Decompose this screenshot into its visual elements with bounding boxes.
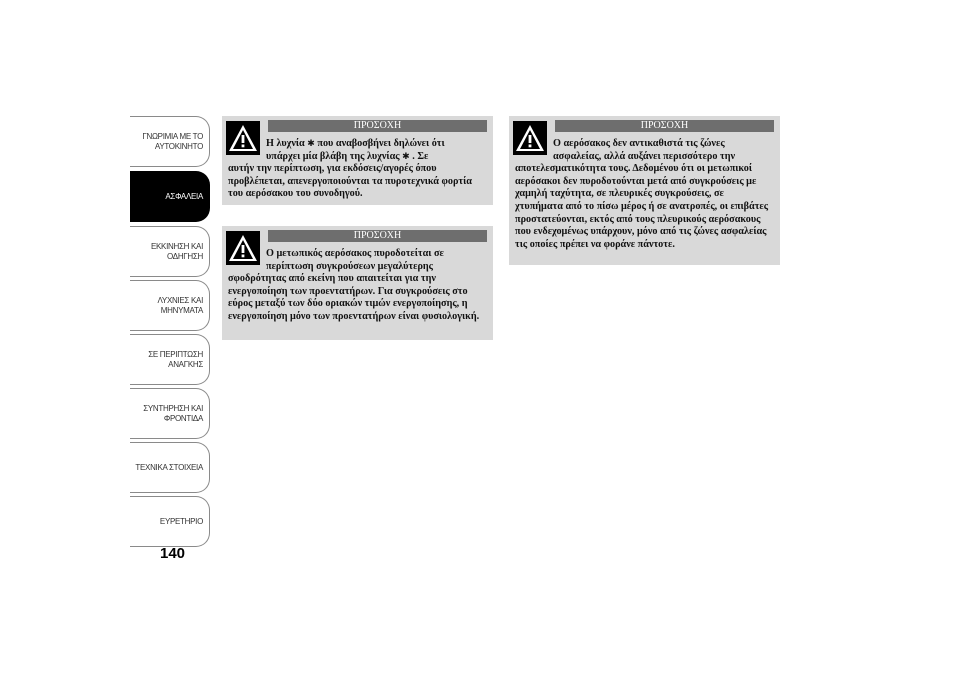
tab-label: ΣΥΝΤΗΡΗΣΗ ΚΑΙ bbox=[143, 403, 203, 413]
warning-triangle-icon bbox=[226, 231, 260, 265]
warning-box-seat-belts bbox=[509, 116, 780, 265]
tab-label: ΕΚΚΙΝΗΣΗ ΚΑΙ bbox=[150, 241, 203, 251]
warning-second-line bbox=[228, 151, 487, 164]
tab-label: ΤΕΧΝΙΚΑ ΣΤΟΙΧΕΙΑ bbox=[135, 462, 203, 472]
warning-text bbox=[228, 138, 487, 201]
warning-header: ΠΡΟΣΟΧΗ bbox=[268, 230, 487, 242]
airbag-warning-light-icon: ✱ bbox=[402, 151, 410, 162]
warning-box-airbag-light bbox=[222, 116, 493, 205]
warning-text bbox=[515, 138, 774, 251]
tab-label: ΛΥΧΝΙΕΣ ΚΑΙ bbox=[157, 295, 203, 305]
warning-first-line: Ο αερόσακος δεν αντικαθιστά τις ζώνες bbox=[553, 138, 725, 149]
warning-second-line: περίπτωση συγκρούσεων μεγαλύτερης bbox=[266, 260, 433, 272]
warning-body: αυτήν την περίπτωση, για εκδόσεις/αγορές όπου προβλέπεται, απενεργοποιούνται τα πυροτεχνικά φορτία του αερόσακου του συνοδηγού. bbox=[228, 163, 472, 200]
tab-label: ΑΣΦΑΛΕΙΑ bbox=[165, 191, 203, 201]
warning-text bbox=[228, 248, 487, 324]
warning-first-line: Ο μετωπικός αερόσακος πυροδοτείται σε bbox=[266, 248, 444, 259]
tab-getting-to-know-car[interactable] bbox=[130, 116, 210, 167]
tab-safety[interactable] bbox=[130, 171, 210, 222]
tab-label: ΜΗΝΥΜΑΤΑ bbox=[160, 305, 203, 315]
warning-triangle-icon bbox=[513, 121, 547, 155]
tab-technical-data[interactable] bbox=[130, 442, 210, 493]
tab-label: ΣΕ ΠΕΡΙΠΤΩΣΗ bbox=[148, 349, 203, 359]
warning-body: αποτελεσματικότητα τους. Δεδομένου ότι οι μετωπικοί αερόσακοι δεν πυροδοτούνται μετά από συγκρούσεις με χαμηλή ταχύτητα, σε πλευρικές συγκρούσεις, σε χτυπήματα από το πίσω μέρος ή σε ανατροπές, οι επιβάτες προστατεύονται, εκτός από τους πλευρικούς αερόσακους που ενδεχομένως υπάρχουν, μόνο από τις ζώνες ασφαλείας τις οποίες πρέπει να φοράνε πάντοτε. bbox=[515, 163, 769, 250]
tab-emergency[interactable] bbox=[130, 334, 210, 385]
warning-body: σφοδρότητας από εκείνη που απαιτείται για την ενεργοποίηση των προεντατήρων. Για συγκρούσεις στο εύρος μεταξύ των δύο οριακών τιμών ενεργοποίησης, η ενεργοποίηση μόνο των προεντατήρων είναι φυσιολογική. bbox=[228, 273, 480, 322]
warning-header: ΠΡΟΣΟΧΗ bbox=[268, 120, 487, 132]
airbag-warning-light-icon: ✱ bbox=[307, 139, 315, 149]
warning-header: ΠΡΟΣΟΧΗ bbox=[555, 120, 774, 132]
tab-label: ΑΝΑΓΚΗΣ bbox=[168, 359, 203, 369]
page-number: 140 bbox=[160, 545, 186, 562]
tab-index[interactable] bbox=[130, 496, 210, 547]
tab-lights-and-messages[interactable] bbox=[130, 280, 210, 331]
warning-text-part: που αναβοσβήνει δηλώνει ότι bbox=[317, 138, 445, 149]
tab-starting-and-driving[interactable] bbox=[130, 226, 210, 277]
warning-text-part: . Σε bbox=[412, 150, 429, 162]
tab-maintenance-and-care[interactable] bbox=[130, 388, 210, 439]
tab-label: ΕΥΡΕΤΗΡΙΟ bbox=[159, 516, 203, 526]
warning-second-line: ασφαλείας, αλλά αυξάνει περισσότερο την bbox=[553, 150, 736, 162]
tab-label: ΑΥΤΟΚΙΝΗΤΟ bbox=[154, 141, 203, 151]
tab-label: ΓΝΩΡΙΜΙΑ ΜΕ ΤΟ bbox=[142, 131, 203, 141]
warning-box-frontal-airbag bbox=[222, 226, 493, 340]
tab-label: ΦΡΟΝΤΙΔΑ bbox=[163, 413, 203, 423]
tab-label: ΟΔΗΓΗΣΗ bbox=[167, 251, 203, 261]
warning-text-part: υπάρχει μία βλάβη της λυχνίας bbox=[266, 150, 400, 162]
warning-text-part: Η λυχνία bbox=[266, 138, 305, 149]
warning-first-line bbox=[228, 138, 487, 151]
warning-triangle-icon bbox=[226, 121, 260, 155]
